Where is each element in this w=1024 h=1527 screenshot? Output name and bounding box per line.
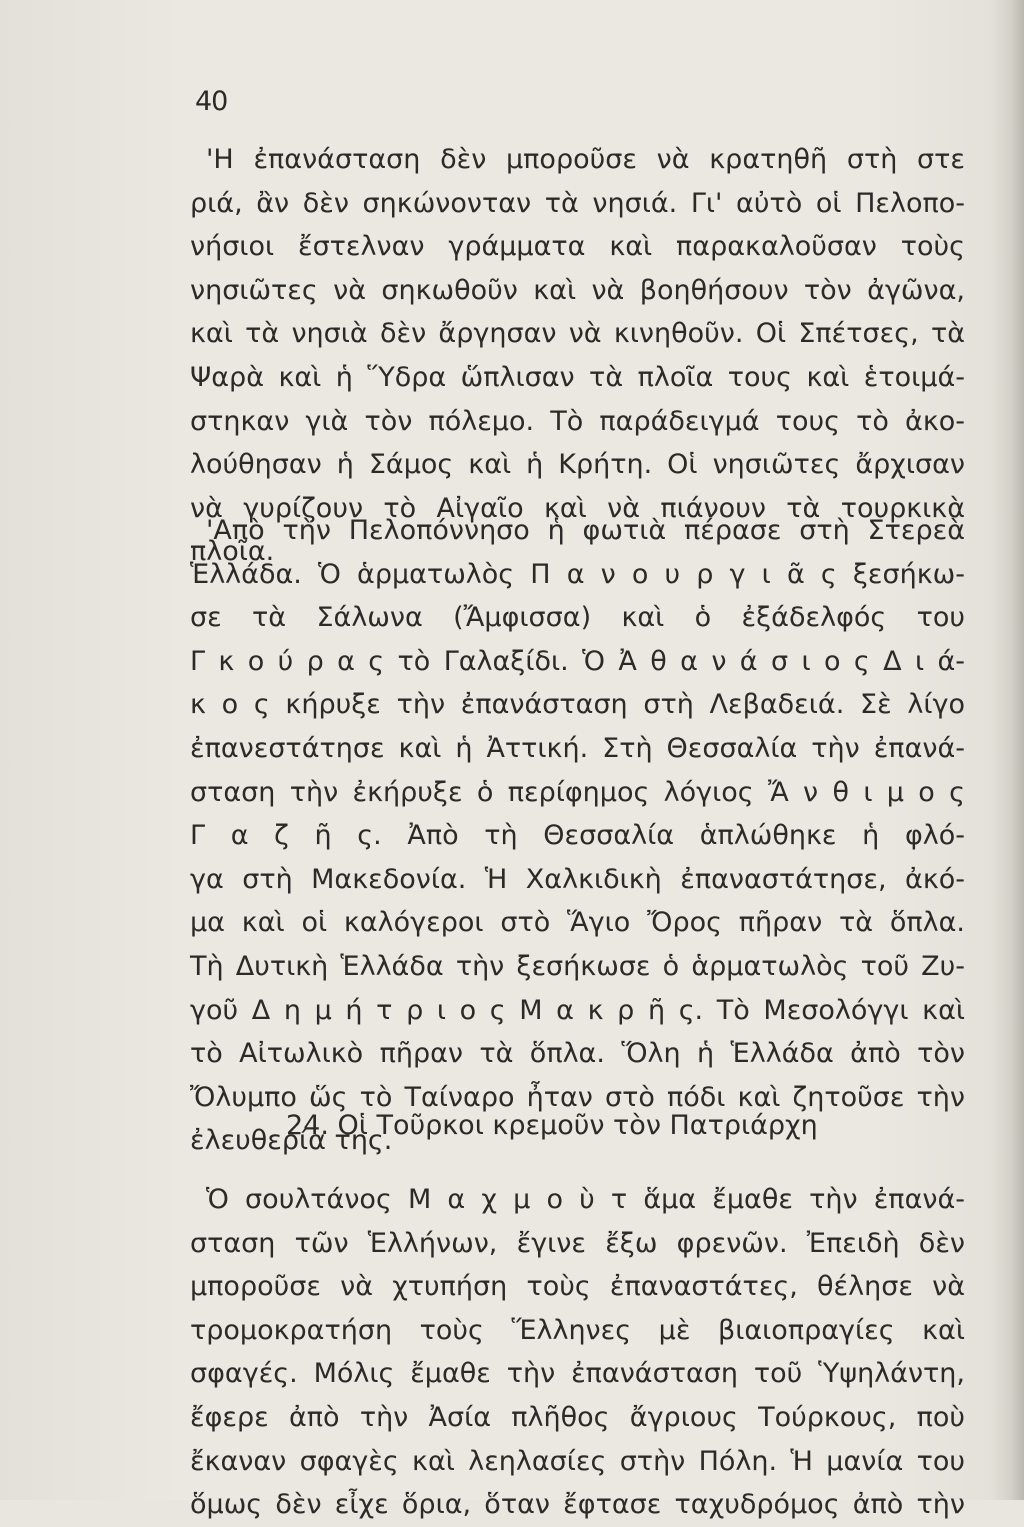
text-line: τὸ Αἰτωλικὸ πῆραν τὰ ὅπλα. Ὅλη ἡ Ἑλλάδα ἀπὸ τὸν	[190, 1038, 965, 1070]
text-line: γοῦ Δ η μ ή τ ρ ι ο ς Μ α κ ρ ῆ ς. Τὸ Μεσολόγγι καὶ	[190, 994, 965, 1026]
page-edge-shadow	[990, 0, 1024, 1500]
text-line: Γ κ ο ύ ρ α ς τὸ Γαλαξίδι. Ὁ Ἀ θ α ν ά σ ι ο ς Δ ι ά-	[190, 645, 965, 677]
text-line: ἐλευθερία της.	[190, 1125, 393, 1157]
text-line: νήσιοι ἔστελναν γράμματα καὶ παρακαλοῦσαν τοὺς	[190, 231, 965, 263]
text-line: Ὁ σουλτάνος Μ α χ μ ο ὺ τ ἅμα ἔμαθε τὴν ἐπανά-	[206, 1184, 965, 1215]
text-line: 'Απὸ τὴν Πελοπόννησο ἡ φωτιὰ πέρασε στὴ Στερεὰ	[206, 515, 965, 546]
text-line: νησιῶτες νὰ σηκωθοῦν καὶ νὰ βοηθήσουν τὸν ἀγῶνα,	[190, 274, 965, 306]
page-number: 40	[195, 86, 228, 117]
text-line: λούθησαν ἡ Σάμος καὶ ἡ Κρήτη. Οἱ νησιῶτες ἄρχισαν	[190, 449, 965, 481]
text-line: ὅμως δὲν εἶχε ὅρια, ὅταν ἔφτασε ταχυδρόμος ἀπὸ τὴν	[190, 1489, 965, 1521]
section-heading: 24. Οἱ Τοῦρκοι κρεμοῦν τὸν Πατριάρχη	[286, 1110, 818, 1141]
paragraph-3	[190, 1178, 965, 1527]
text-line: ἔκαναν σφαγὲς καὶ λεηλασίες στὴν Πόλη. Ἡ μανία του	[190, 1445, 965, 1477]
text-line: σε τὰ Σάλωνα (Ἄμφισσα) καὶ ὁ ἐξάδελφός του	[190, 602, 965, 634]
text-line: 'Η ἐπανάσταση δὲν μποροῦσε νὰ κρατηθῆ στὴ στε	[206, 144, 965, 175]
text-line: Ψαρὰ καὶ ἡ Ὕδρα ὥπλισαν τὰ πλοῖα τους καὶ ἑτοιμά-	[190, 361, 965, 393]
text-line: κ ο ς κήρυξε τὴν ἐπανάσταση στὴ Λεβαδειά. Σὲ λίγο	[190, 689, 965, 721]
text-line: Ὄλυμπο ὥς τὸ Ταίναρο ἦταν στὸ πόδι καὶ ζητοῦσε τὴν	[190, 1081, 965, 1113]
text-line: σφαγές. Μόλις ἔμαθε τὴν ἐπανάσταση τοῦ Ὑψηλάντη,	[190, 1358, 965, 1390]
text-line: γα στὴ Μακεδονία. Ἡ Χαλκιδικὴ ἐπαναστάτησε, ἀκό-	[190, 863, 965, 895]
text-line: ἔφερε ἀπὸ τὴν Ἀσία πλῆθος ἄγριους Τούρκους, ποὺ	[190, 1401, 965, 1433]
text-line: καὶ τὰ νησιὰ δὲν ἄργησαν νὰ κινηθοῦν. Οἱ Σπέτσες, τὰ	[190, 318, 965, 350]
text-line: ριά, ἂν δὲν σηκώνονταν τὰ νησιά. Γι' αὐτὸ οἱ Πελοπο-	[190, 187, 965, 219]
text-line: Ἑλλάδα. Ὁ ἁρματωλὸς Π α ν ο υ ρ γ ι ᾶ ς ξεσήκω-	[190, 558, 965, 590]
paragraph-2	[190, 509, 965, 1163]
text-line: πλοῖα.	[190, 536, 275, 568]
text-line: σταση τῶν Ἑλλήνων, ἔγινε ἔξω φρενῶν. Ἐπειδὴ δὲν	[190, 1227, 965, 1259]
text-line: Γ α ζ ῆ ς. Ἀπὸ τὴ Θεσσαλία ἁπλώθηκε ἡ φλό-	[190, 820, 965, 852]
text-line: νὰ γυρίζουν τὸ Αἰγαῖο καὶ νὰ πιάνουν τὰ τουρκικὰ	[190, 492, 965, 524]
text-line: Τὴ Δυτικὴ Ἑλλάδα τὴν ξεσήκωσε ὁ ἁρματωλὸς τοῦ Ζυ-	[190, 950, 965, 982]
text-line: μα καὶ οἱ καλόγεροι στὸ Ἅγιο Ὄρος πῆραν τὰ ὅπλα.	[190, 907, 965, 939]
text-line: ἐπανεστάτησε καὶ ἡ Ἀττική. Στὴ Θεσσαλία τὴν ἐπανά-	[190, 732, 965, 764]
text-line: τρομοκρατήση τοὺς Ἕλληνες μὲ βιαιοπραγίες καὶ	[190, 1314, 965, 1346]
text-line: μποροῦσε νὰ χτυπήση τοὺς ἐπαναστάτες, θέλησε νὰ	[190, 1271, 965, 1303]
text-line: στηκαν γιὰ τὸν πόλεμο. Τὸ παράδειγμά τους τὸ ἀκο-	[190, 405, 965, 437]
text-line: σταση τὴν ἐκήρυξε ὁ περίφημος λόγιος Ἄ ν θ ι μ ο ς	[190, 776, 965, 808]
